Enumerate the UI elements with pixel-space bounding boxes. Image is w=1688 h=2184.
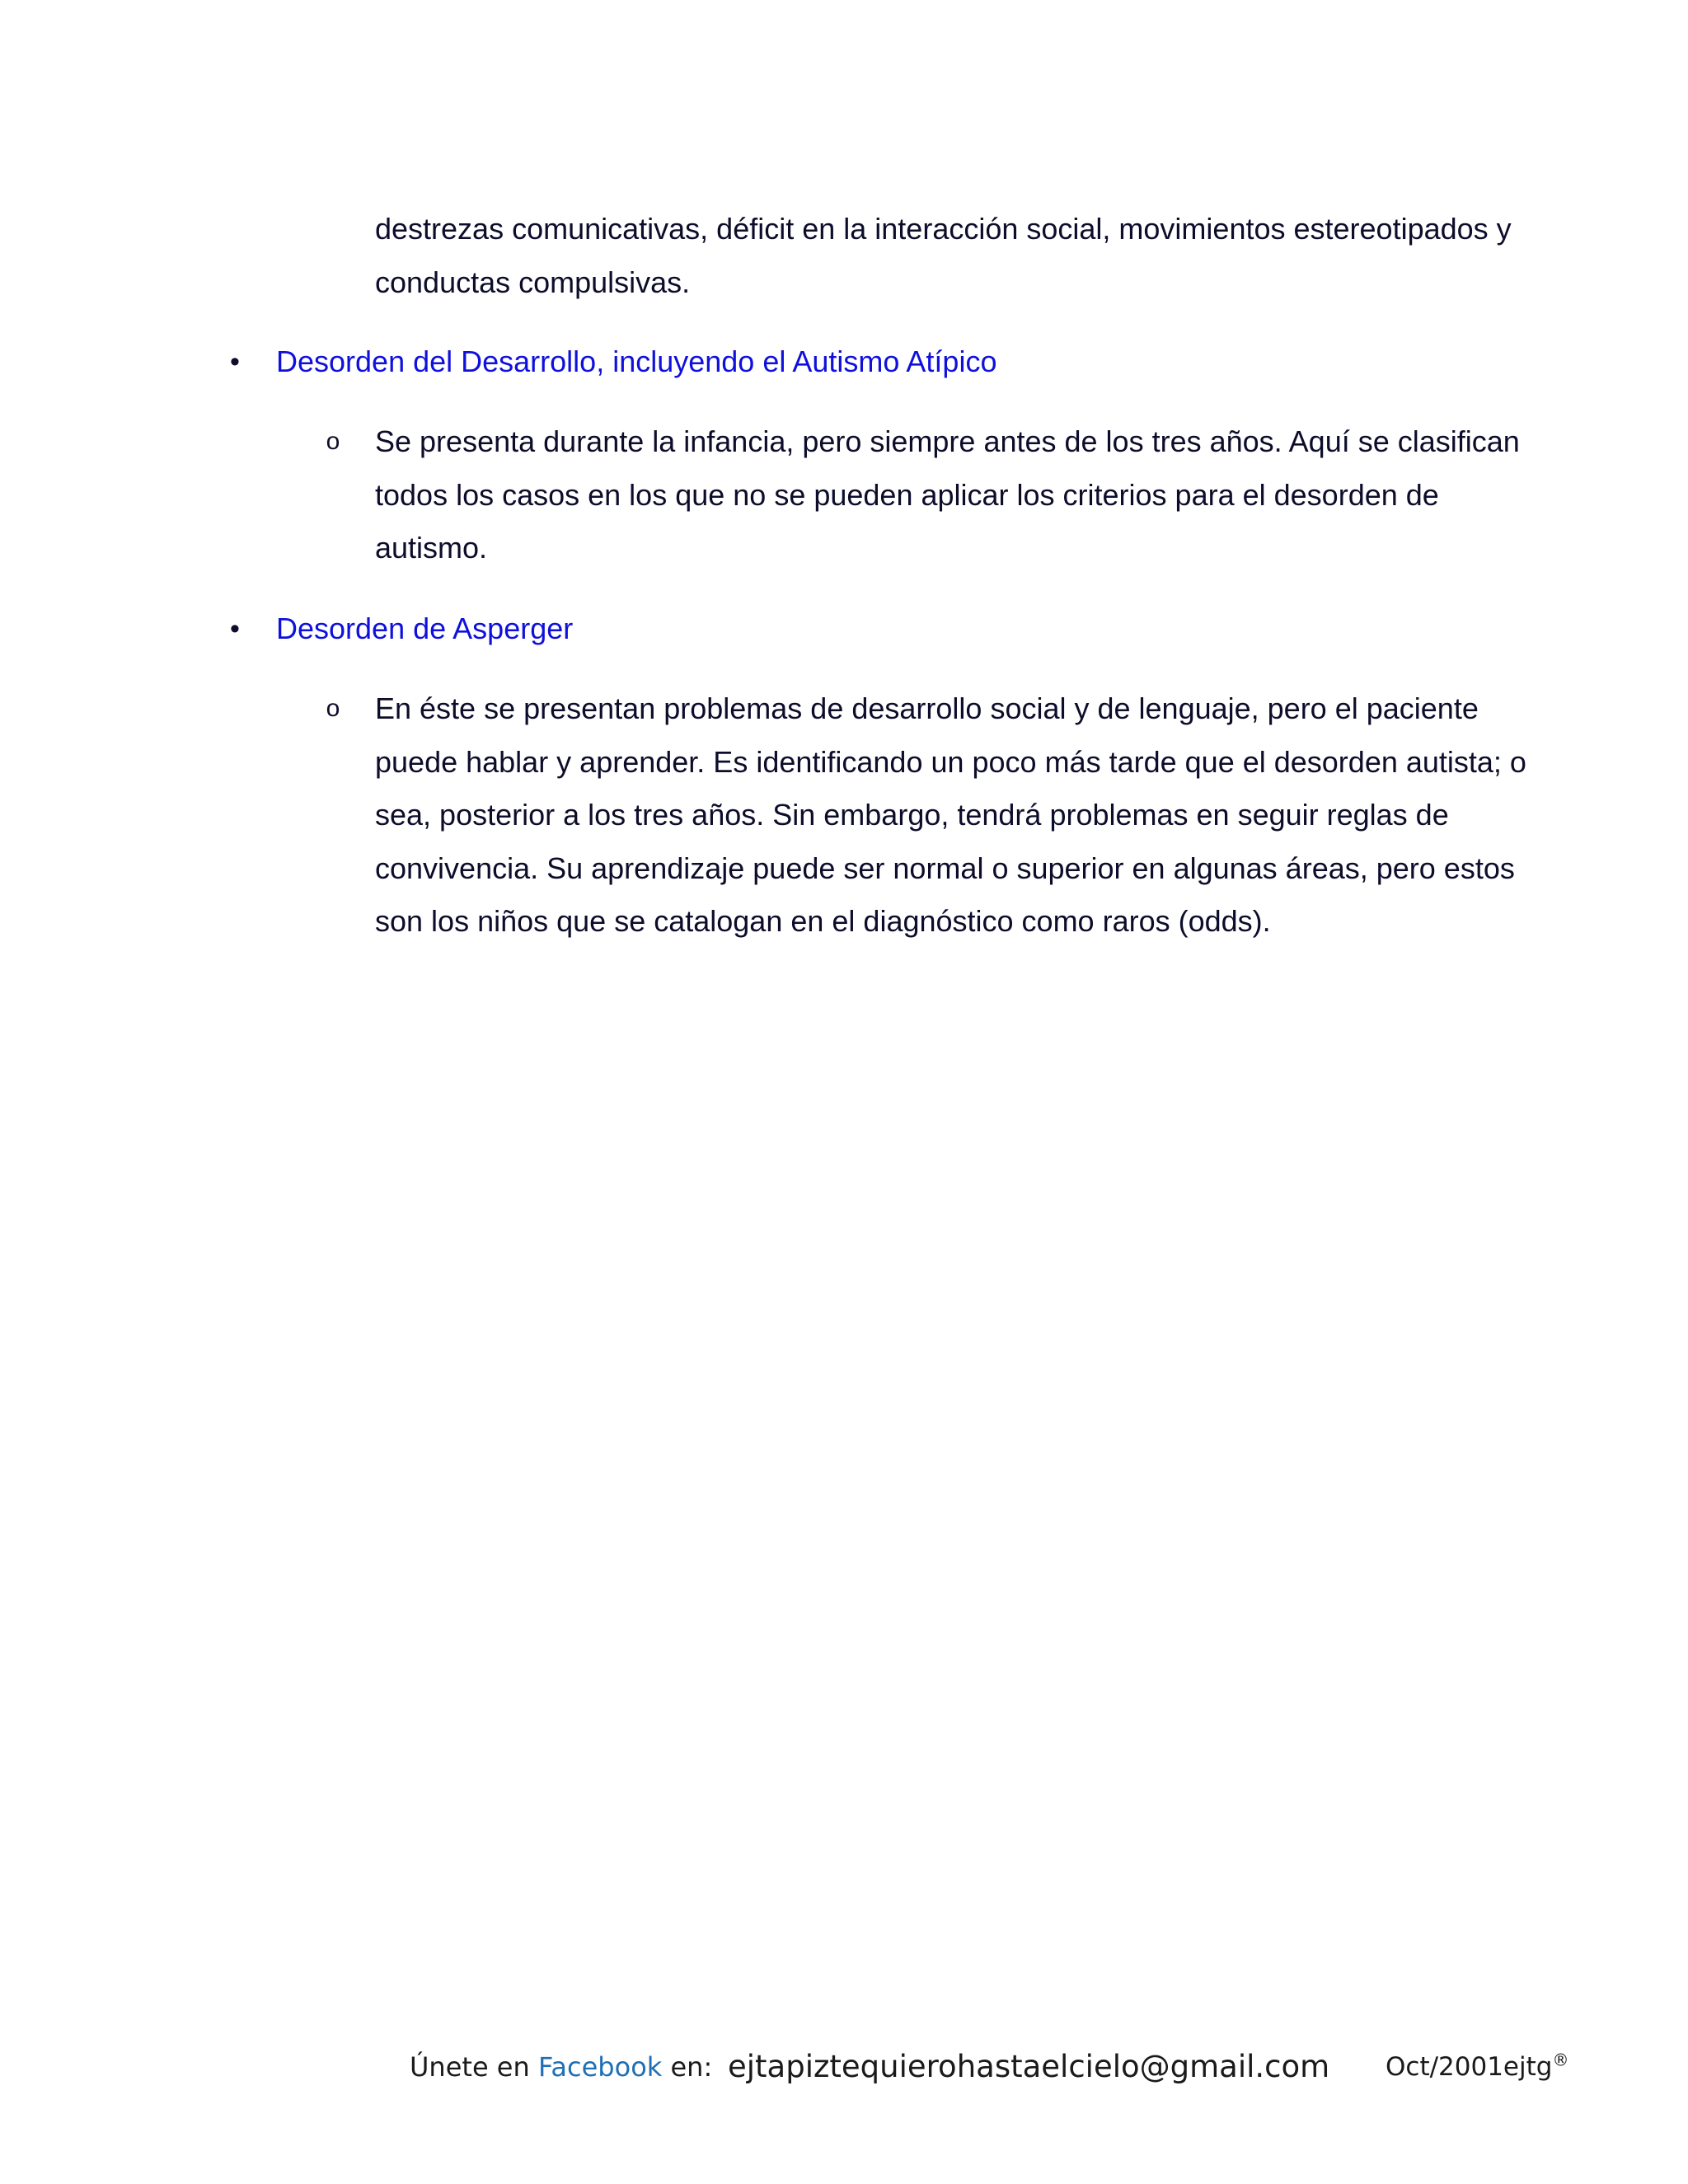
bullet-marker: • <box>230 613 240 644</box>
paragraph-line: Se presenta durante la infancia, pero siempre antes de los tres años. Aquí se clasifican <box>375 424 1520 458</box>
section-paragraph <box>375 415 1520 575</box>
footer-facebook-invite <box>410 2042 712 2092</box>
section-heading-atypical-autism[interactable]: Desorden del Desarrollo, incluyendo el Autismo Atípico <box>276 344 997 378</box>
footer-join-suffix: en: <box>662 2051 713 2083</box>
paragraph-line: En éste se presentan problemas de desarrollo social y de lenguaje, pero el paciente <box>375 691 1479 725</box>
footer-date-signature <box>1386 2042 1568 2092</box>
sub-bullet-marker: o <box>326 428 340 455</box>
facebook-link[interactable]: Facebook <box>537 2051 663 2083</box>
paragraph-line: convivencia. Su aprendizaje puede ser normal o superior en algunas áreas, pero estos <box>375 851 1515 885</box>
paragraph-line: puede hablar y aprender. Es identificando un poco más tarde que el desorden autista; o <box>375 744 1526 779</box>
paragraph-line: todos los casos en los que no se pueden aplicar los criterios para el desorden de <box>375 477 1439 512</box>
bullet-marker: • <box>230 346 240 377</box>
section-heading-asperger[interactable]: Desorden de Asperger <box>276 612 574 645</box>
paragraph-line: son los niños que se catalogan en el diagnóstico como raros (odds). <box>375 904 1271 938</box>
footer-date: Oct/2001ejtg <box>1386 2052 1553 2082</box>
sub-bullet-marker: o <box>326 695 340 722</box>
continuation-line: conductas compulsivas. <box>375 265 691 299</box>
paragraph-line: autismo. <box>375 531 488 565</box>
registered-mark: ® <box>1552 2050 1569 2070</box>
paragraph-line: sea, posterior a los tres años. Sin embargo, tendrá problemas en seguir reglas de <box>375 798 1449 832</box>
footer-join-prefix: Únete en <box>410 2051 538 2083</box>
section-paragraph <box>375 682 1526 949</box>
continuation-line: destrezas comunicativas, déficit en la interacción social, movimientos estereotipados y <box>375 212 1512 246</box>
continuation-paragraph <box>375 203 1512 309</box>
footer-email[interactable]: ejtapiztequierohastaelcielo@gmail.com <box>728 2049 1330 2084</box>
